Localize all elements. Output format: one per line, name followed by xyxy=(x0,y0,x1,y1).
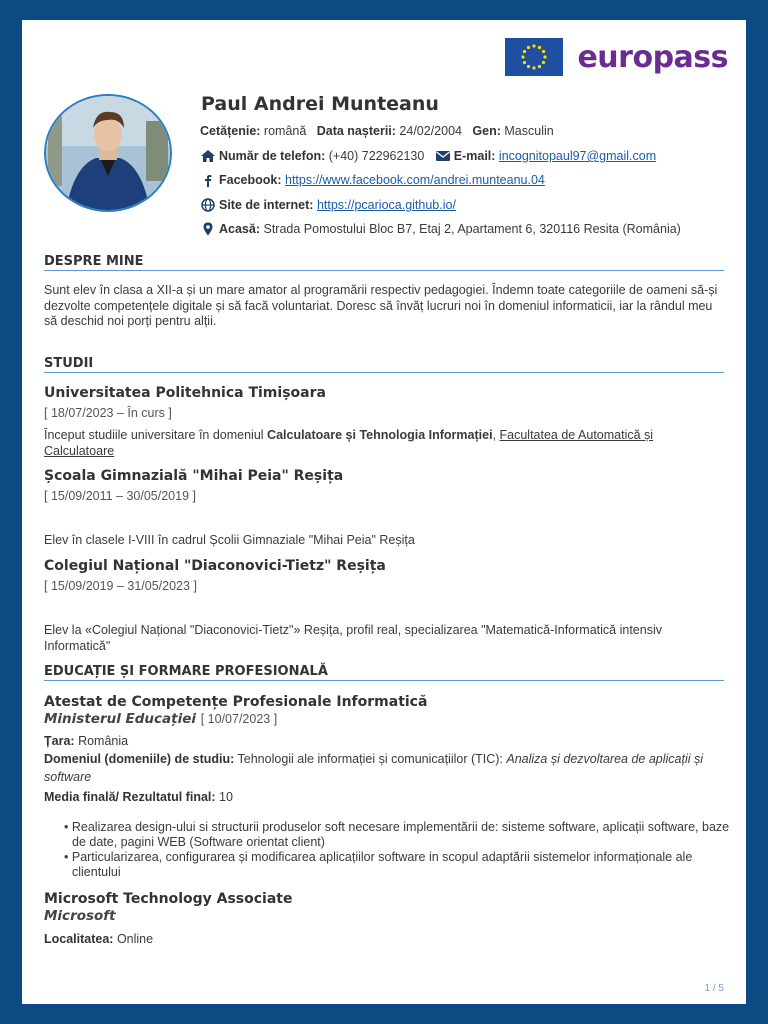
study-dates: [ 18/07/2023 – În curs ] xyxy=(44,406,172,420)
facebook-link[interactable]: https://www.facebook.com/andrei.munteanu.04 xyxy=(285,173,545,187)
training-location xyxy=(44,930,724,948)
country-label: Țara: xyxy=(44,734,75,748)
home-phone-icon xyxy=(200,149,216,163)
facebook-icon xyxy=(200,173,216,187)
contact-phone-email xyxy=(200,149,656,163)
birth-label: Data nașterii: xyxy=(316,124,396,138)
personal-details xyxy=(200,124,554,138)
study-desc-text: Început studiile universitare în domeniul xyxy=(44,428,268,442)
study-dates: [ 15/09/2019 – 31/05/2023 ] xyxy=(44,579,197,593)
email-label: E-mail: xyxy=(453,149,496,163)
training-title: Atestat de Competențe Profesionale Informatică xyxy=(44,694,428,710)
email-link[interactable]: incognitopaul97@gmail.com xyxy=(498,149,657,163)
section-title-training: EDUCAȚIE ȘI FORMARE PROFESIONALĂ xyxy=(44,664,724,681)
page-frame-bottom xyxy=(0,1004,768,1024)
section-title-studies: STUDII xyxy=(44,356,724,373)
citizenship-value: română xyxy=(263,124,307,138)
study-desc-separator: , xyxy=(492,428,500,442)
citizenship-label: Cetățenie: xyxy=(200,124,261,138)
country-value: România xyxy=(78,734,129,748)
location-value: Online xyxy=(116,932,154,946)
contact-website xyxy=(200,198,456,212)
envelope-icon xyxy=(435,149,451,163)
page-frame-top xyxy=(0,0,768,20)
training-country xyxy=(44,732,724,750)
person-name: Paul Andrei Munteanu xyxy=(201,93,439,115)
field-value: Tehnologii ale informației și comunicațiilor (TIC): xyxy=(237,752,503,766)
location-label: Localitatea: xyxy=(44,932,114,946)
website-label: Site de internet: xyxy=(219,198,314,212)
field-specialization: Analiza și dezvoltarea de aplicații și software xyxy=(44,752,704,784)
phone-value: (+40) 722962130 xyxy=(328,149,425,163)
gender-value: Masculin xyxy=(504,124,554,138)
study-description: Elev la «Colegiul Național "Diaconovici-Tietz"» Reșița, profil real, specializarea "Matematică-Informatică intensiv Informatică" xyxy=(44,623,662,653)
training-bullet: • Realizarea design-ului si structurii produselor soft necesare implementării de: sisteme software, aplicații software, baze de date, pagini WEB (Software orientat client) xyxy=(64,820,730,849)
phone-label: Număr de telefon: xyxy=(219,149,326,163)
grade-value: 10 xyxy=(219,790,233,804)
contact-home xyxy=(200,222,681,236)
study-description xyxy=(44,428,724,459)
home-value: Strada Pomostului Bloc B7, Etaj 2, Apartament 6, 320116 Resita (România) xyxy=(263,222,681,236)
europass-wordmark: europass xyxy=(577,39,728,75)
grade-label: Media finală/ Rezultatul final: xyxy=(44,790,216,804)
birth-value: 24/02/2004 xyxy=(399,124,462,138)
page-number: 1 / 5 xyxy=(704,983,724,994)
profile-photo xyxy=(44,94,172,212)
europass-logo xyxy=(505,38,728,76)
training-grade xyxy=(44,788,724,806)
study-desc-field: Calculatoare și Tehnologia Informației xyxy=(267,428,493,442)
bullet-text: Particularizarea, configurarea și modificarea aplicațiilor software in scopul adaptării sistemelor informaționale ale clientului xyxy=(71,850,693,879)
training-org-name: Ministerul Educației xyxy=(44,711,197,727)
field-label: Domeniul (domeniile) de studiu: xyxy=(44,752,235,766)
globe-icon xyxy=(200,198,216,212)
study-school-title: Universitatea Politehnica Timișoara xyxy=(44,385,326,401)
training-field xyxy=(44,750,724,786)
facebook-label: Facebook: xyxy=(219,173,282,187)
website-link[interactable]: https://pcarioca.github.io/ xyxy=(316,198,456,212)
study-description: Elev în clasele I-VIII în cadrul Școlii Gimnaziale "Mihai Peia" Reșița xyxy=(44,533,415,547)
contact-facebook xyxy=(200,173,545,187)
gender-label: Gen: xyxy=(472,124,501,138)
training-organization: Microsoft xyxy=(44,908,116,924)
bullet-text: Realizarea design-ului si structurii produselor soft necesare implementării de: sisteme software, aplicații software, baze de date, pagini WEB (Software orientat client) xyxy=(71,820,730,849)
study-dates: [ 15/09/2011 – 30/05/2019 ] xyxy=(44,489,196,503)
study-school-title: Școala Gimnazială "Mihai Peia" Reșița xyxy=(44,468,344,484)
eu-flag-icon xyxy=(505,38,563,76)
about-text: Sunt elev în clasa a XII-a și un mare amator al programării respectiv pedagogiei. Îndemn toate categoriile de oameni să-și dezvolte competențele digitale și să facă voluntariat. Doresc să învăț lucruri noi în domeniul informaticii, iar la rândul meu să deschid noi porți pentru alții. xyxy=(44,283,718,328)
training-organization xyxy=(44,711,277,727)
study-school-title: Colegiul Național "Diaconovici-Tietz" Reșița xyxy=(44,558,386,574)
cv-page xyxy=(22,20,746,1004)
training-date: [ 10/07/2023 ] xyxy=(200,712,278,726)
faculty-link[interactable]: Facultatea de Automatică și Calculatoare xyxy=(44,428,654,458)
training-bullet: • Particularizarea, configurarea și modificarea aplicațiilor software in scopul adaptării sistemelor informaționale ale clientului xyxy=(64,850,693,879)
section-title-about: DESPRE MINE xyxy=(44,254,724,271)
training-title: Microsoft Technology Associate xyxy=(44,891,293,907)
location-pin-icon xyxy=(200,222,216,236)
home-label: Acasă: xyxy=(219,222,260,236)
